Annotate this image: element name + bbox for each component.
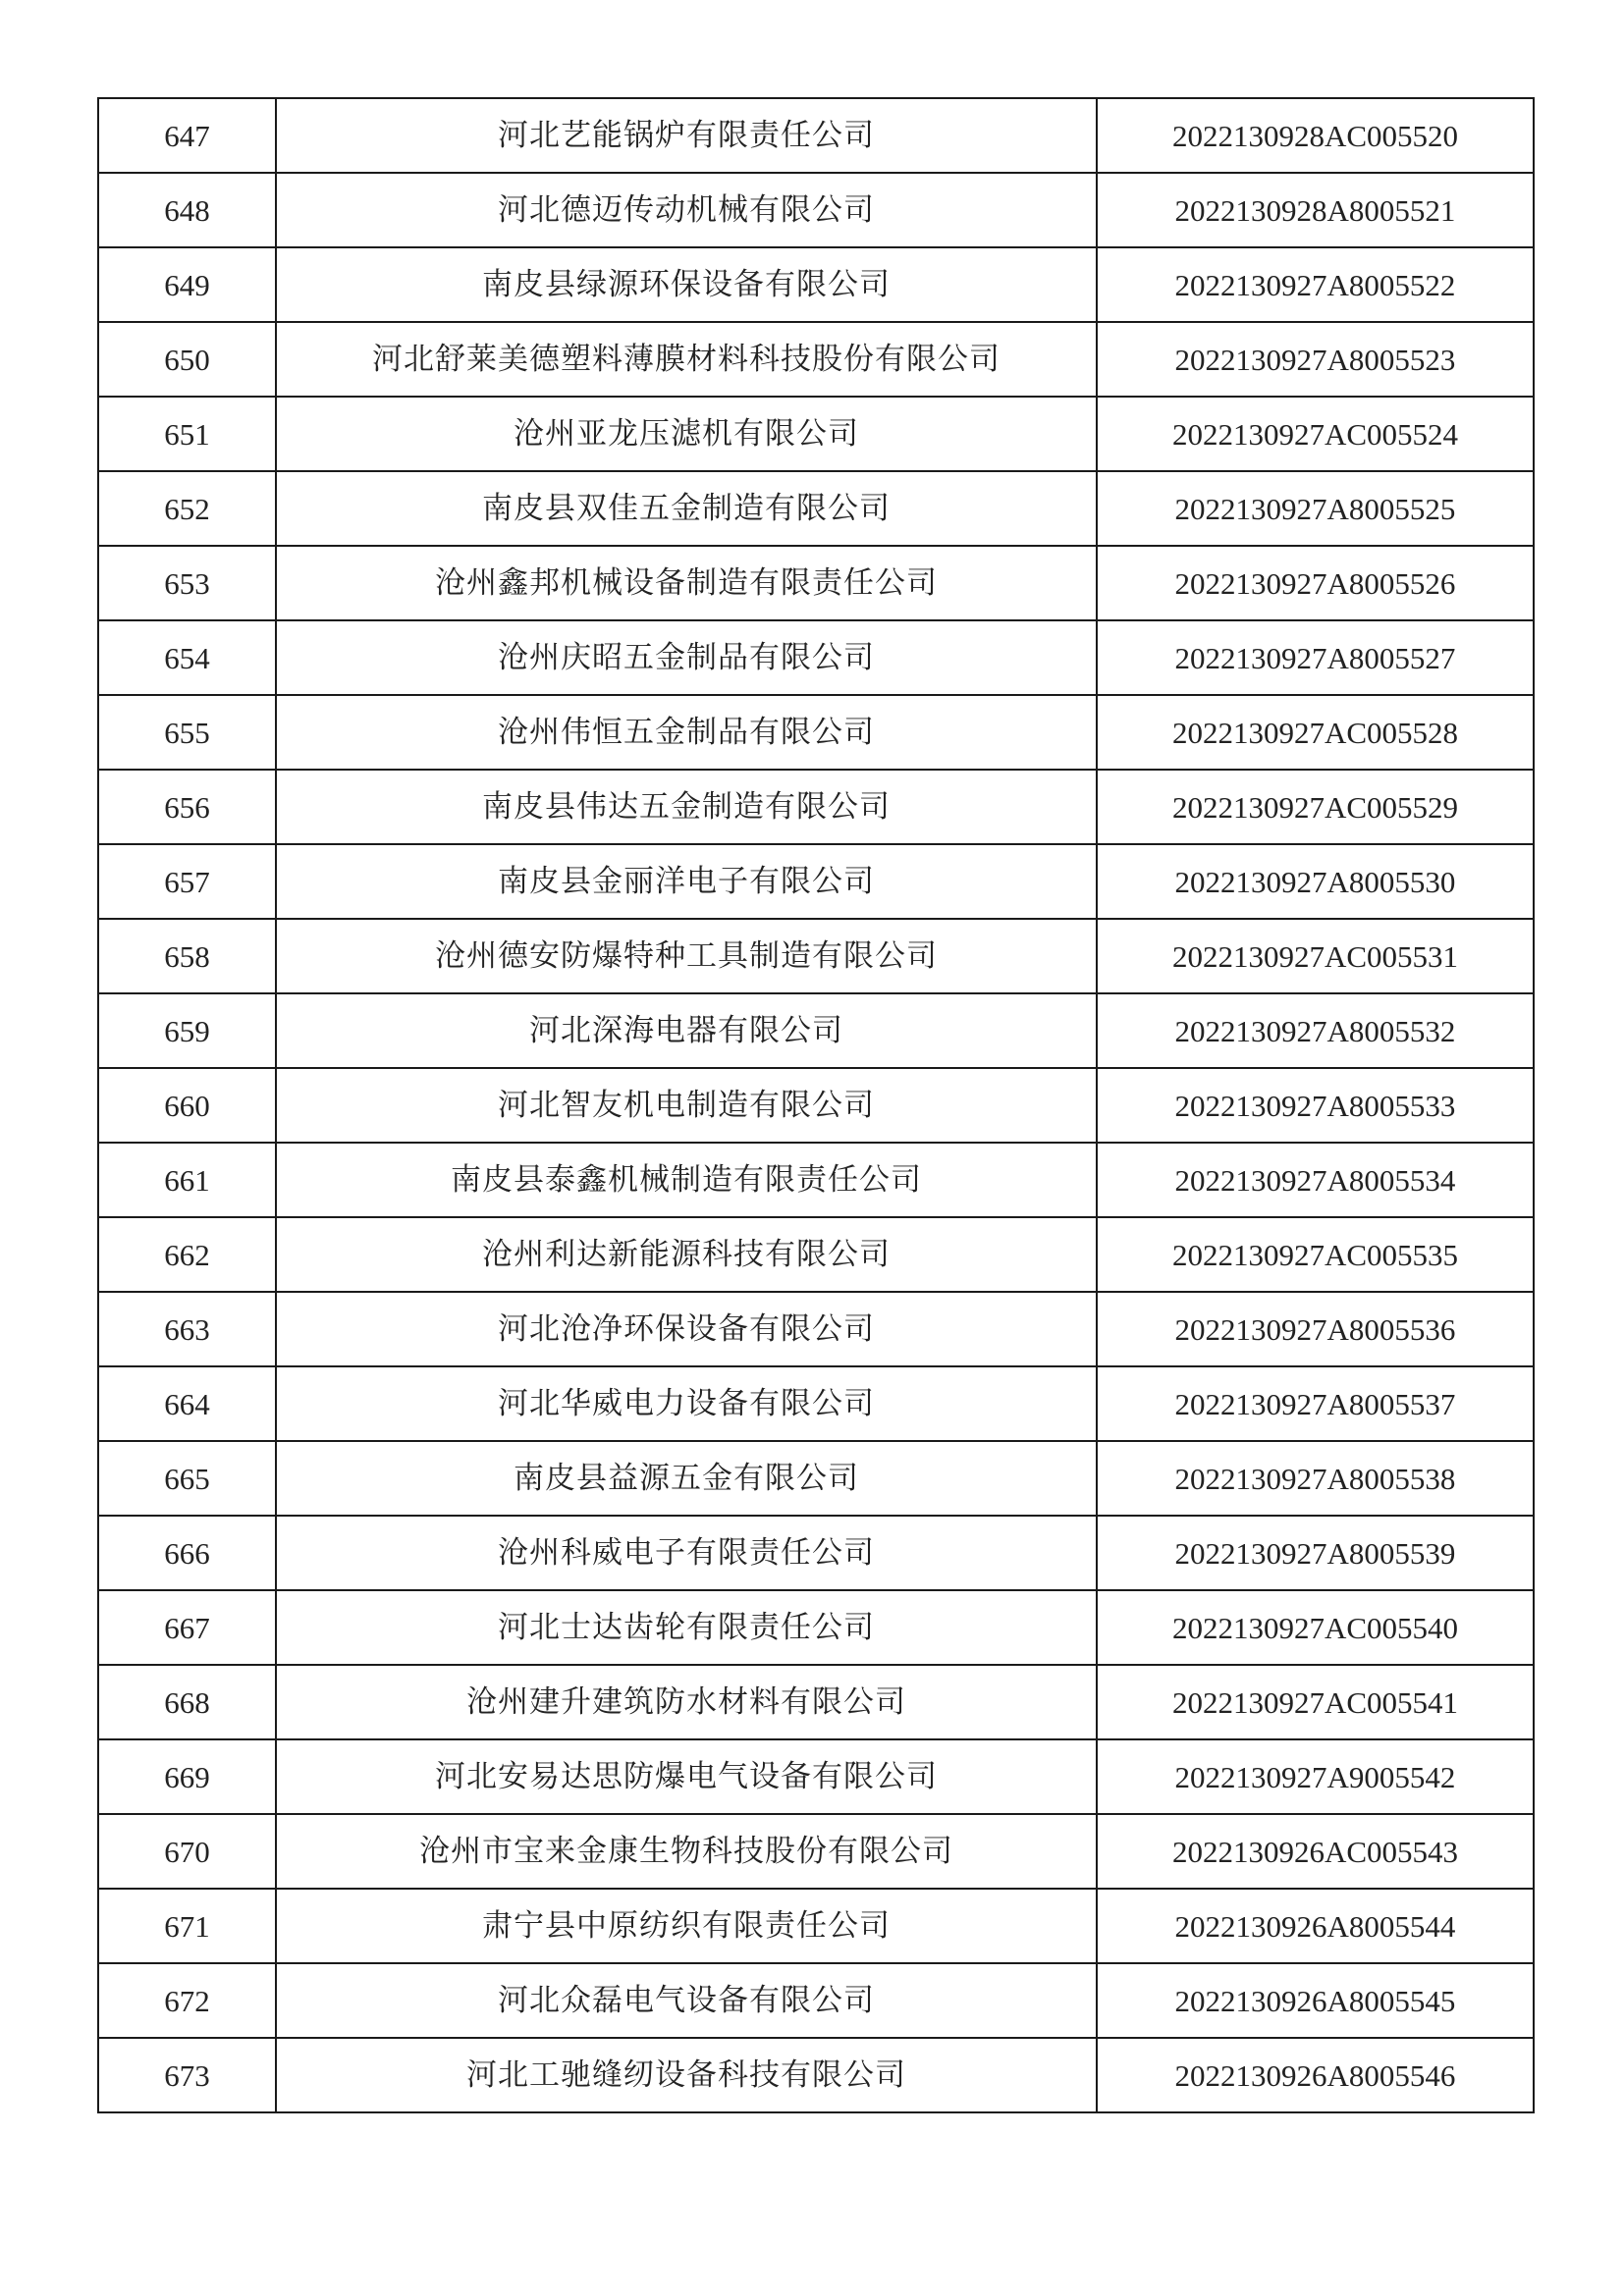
registration-code: 2022130927A8005538: [1097, 1441, 1534, 1516]
row-number: 665: [98, 1441, 276, 1516]
registration-code: 2022130927AC005529: [1097, 770, 1534, 844]
table-row: [98, 1143, 1534, 1217]
company-name: 沧州庆昭五金制品有限公司: [276, 620, 1097, 695]
row-number: 659: [98, 993, 276, 1068]
table-row: [98, 620, 1534, 695]
row-number: 662: [98, 1217, 276, 1292]
company-name: 沧州鑫邦机械设备制造有限责任公司: [276, 546, 1097, 620]
company-name: 南皮县双佳五金制造有限公司: [276, 471, 1097, 546]
table-row: [98, 173, 1534, 247]
company-name: 河北舒莱美德塑料薄膜材料科技股份有限公司: [276, 322, 1097, 397]
registration-code: 2022130927A9005542: [1097, 1739, 1534, 1814]
table-row: [98, 1590, 1534, 1665]
row-number: 657: [98, 844, 276, 919]
registration-code: 2022130927A8005523: [1097, 322, 1534, 397]
row-number: 663: [98, 1292, 276, 1366]
row-number: 667: [98, 1590, 276, 1665]
registration-code: 2022130927A8005527: [1097, 620, 1534, 695]
table-row: [98, 1516, 1534, 1590]
registration-code: 2022130927AC005524: [1097, 397, 1534, 471]
company-name: 沧州科威电子有限责任公司: [276, 1516, 1097, 1590]
registration-code: 2022130927AC005531: [1097, 919, 1534, 993]
row-number: 658: [98, 919, 276, 993]
row-number: 673: [98, 2038, 276, 2112]
registration-code: 2022130926AC005543: [1097, 1814, 1534, 1889]
company-name: 河北工驰缝纫设备科技有限公司: [276, 2038, 1097, 2112]
company-name: 河北智友机电制造有限公司: [276, 1068, 1097, 1143]
row-number: 651: [98, 397, 276, 471]
table-row: [98, 1739, 1534, 1814]
row-number: 669: [98, 1739, 276, 1814]
row-number: 652: [98, 471, 276, 546]
row-number: 653: [98, 546, 276, 620]
company-name: 河北德迈传动机械有限公司: [276, 173, 1097, 247]
table-row: [98, 1217, 1534, 1292]
registration-code: 2022130927A8005534: [1097, 1143, 1534, 1217]
company-name: 南皮县绿源环保设备有限公司: [276, 247, 1097, 322]
company-name: 河北士达齿轮有限责任公司: [276, 1590, 1097, 1665]
row-number: 672: [98, 1963, 276, 2038]
registration-code: 2022130927AC005541: [1097, 1665, 1534, 1739]
registration-code: 2022130926A8005544: [1097, 1889, 1534, 1963]
company-name: 沧州伟恒五金制品有限公司: [276, 695, 1097, 770]
registration-code: 2022130927A8005526: [1097, 546, 1534, 620]
table-row: [98, 844, 1534, 919]
row-number: 654: [98, 620, 276, 695]
table-row: [98, 2038, 1534, 2112]
table-row: [98, 546, 1534, 620]
table-row: [98, 695, 1534, 770]
company-name: 沧州建升建筑防水材料有限公司: [276, 1665, 1097, 1739]
company-name: 肃宁县中原纺织有限责任公司: [276, 1889, 1097, 1963]
company-name: 沧州亚龙压滤机有限公司: [276, 397, 1097, 471]
table-row: [98, 1292, 1534, 1366]
row-number: 648: [98, 173, 276, 247]
row-number: 660: [98, 1068, 276, 1143]
table-row: [98, 1665, 1534, 1739]
registration-code: 2022130927AC005540: [1097, 1590, 1534, 1665]
company-name: 河北艺能锅炉有限责任公司: [276, 98, 1097, 173]
row-number: 670: [98, 1814, 276, 1889]
table-row: [98, 1068, 1534, 1143]
table-row: [98, 247, 1534, 322]
registration-code: 2022130927A8005532: [1097, 993, 1534, 1068]
registration-code: 2022130926A8005545: [1097, 1963, 1534, 2038]
row-number: 650: [98, 322, 276, 397]
registration-code: 2022130927A8005537: [1097, 1366, 1534, 1441]
table-row: [98, 919, 1534, 993]
row-number: 656: [98, 770, 276, 844]
row-number: 661: [98, 1143, 276, 1217]
table-row: [98, 1963, 1534, 2038]
company-name: 河北安易达思防爆电气设备有限公司: [276, 1739, 1097, 1814]
row-number: 666: [98, 1516, 276, 1590]
registration-code: 2022130928AC005520: [1097, 98, 1534, 173]
table-row: [98, 1889, 1534, 1963]
table-row: [98, 1366, 1534, 1441]
table-row: [98, 1814, 1534, 1889]
table-row: [98, 1441, 1534, 1516]
company-name: 沧州利达新能源科技有限公司: [276, 1217, 1097, 1292]
table-row: [98, 98, 1534, 173]
registration-code: 2022130926A8005546: [1097, 2038, 1534, 2112]
row-number: 664: [98, 1366, 276, 1441]
table-row: [98, 471, 1534, 546]
table-row: [98, 322, 1534, 397]
company-name: 沧州德安防爆特种工具制造有限公司: [276, 919, 1097, 993]
table-row: [98, 993, 1534, 1068]
table-row: [98, 397, 1534, 471]
registration-code: 2022130927A8005525: [1097, 471, 1534, 546]
company-name: 河北众磊电气设备有限公司: [276, 1963, 1097, 2038]
row-number: 668: [98, 1665, 276, 1739]
row-number: 671: [98, 1889, 276, 1963]
company-name: 河北沧净环保设备有限公司: [276, 1292, 1097, 1366]
row-number: 649: [98, 247, 276, 322]
registration-code: 2022130927A8005530: [1097, 844, 1534, 919]
registration-code: 2022130927A8005533: [1097, 1068, 1534, 1143]
registration-code: 2022130927AC005528: [1097, 695, 1534, 770]
registration-code: 2022130927A8005539: [1097, 1516, 1534, 1590]
row-number: 647: [98, 98, 276, 173]
row-number: 655: [98, 695, 276, 770]
registration-code: 2022130928A8005521: [1097, 173, 1534, 247]
company-name: 河北华威电力设备有限公司: [276, 1366, 1097, 1441]
registration-code: 2022130927A8005536: [1097, 1292, 1534, 1366]
registration-code: 2022130927AC005535: [1097, 1217, 1534, 1292]
company-name: 南皮县伟达五金制造有限公司: [276, 770, 1097, 844]
company-registry-table: [97, 97, 1535, 2113]
company-name: 南皮县金丽洋电子有限公司: [276, 844, 1097, 919]
registration-code: 2022130927A8005522: [1097, 247, 1534, 322]
table-row: [98, 770, 1534, 844]
table-body: [98, 98, 1534, 2112]
company-name: 南皮县泰鑫机械制造有限责任公司: [276, 1143, 1097, 1217]
company-name: 河北深海电器有限公司: [276, 993, 1097, 1068]
company-name: 南皮县益源五金有限公司: [276, 1441, 1097, 1516]
company-name: 沧州市宝来金康生物科技股份有限公司: [276, 1814, 1097, 1889]
